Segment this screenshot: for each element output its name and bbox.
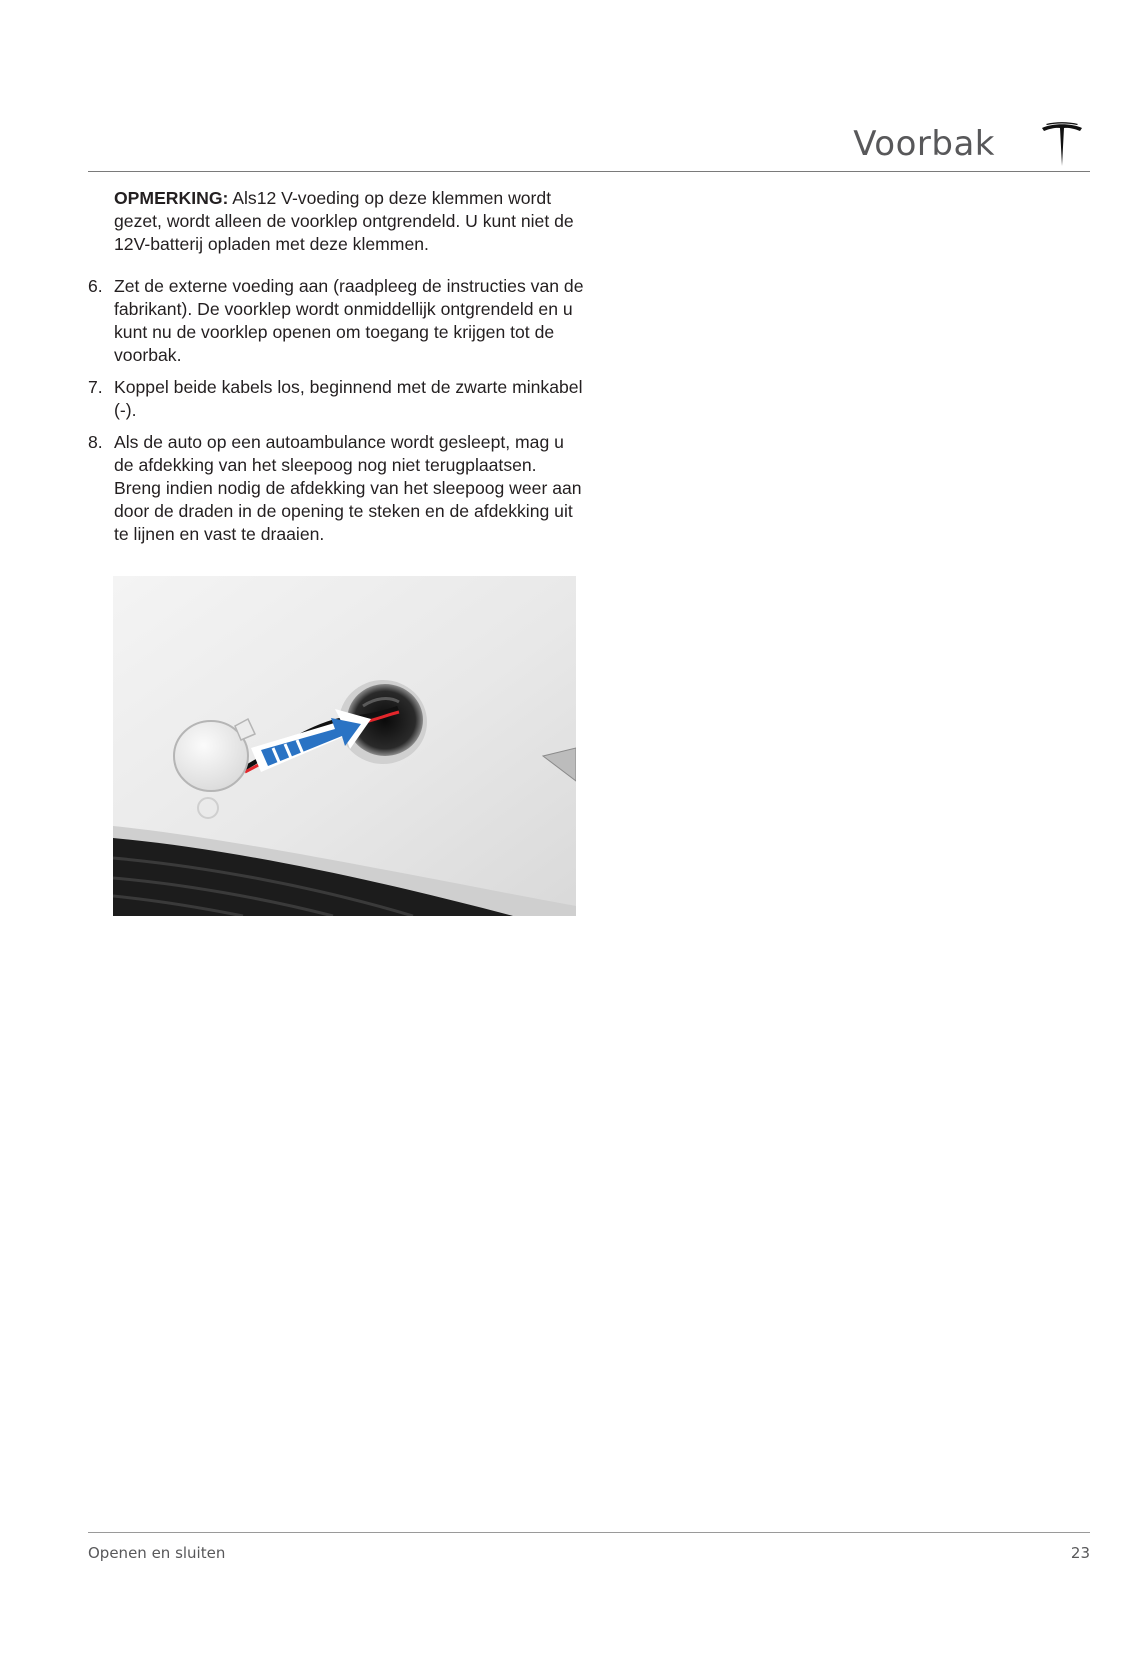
instruction-steps — [88, 275, 588, 555]
step-item — [88, 275, 588, 367]
note-paragraph — [114, 187, 584, 256]
page-title: Voorbak — [853, 124, 995, 164]
step-item — [88, 431, 588, 546]
tow-eye-cover-illustration — [113, 576, 576, 916]
step-item — [88, 376, 588, 422]
step-text: Als de auto op een autoambulance wordt gesleept, mag u de afdekking van het sleepoog nog niet terugplaatsen. Breng indien nodig de afdekking van het sleepoog weer aan door de draden in de opening te steken en de afdekking uit te lijnen en vast te draaien. — [114, 432, 582, 544]
step-number: 8. — [88, 432, 103, 452]
step-text: Zet de externe voeding aan (raadpleeg de instructies van de fabrikant). De voorklep wordt onmiddellijk ontgrendeld en u kunt nu de voorklep openen om toegang te krijgen tot de voorbak. — [114, 276, 584, 365]
footer-section-title: Openen en sluiten — [88, 1544, 226, 1562]
step-number: 6. — [88, 276, 103, 296]
step-number: 7. — [88, 377, 103, 397]
step-text: Koppel beide kabels los, beginnend met de zwarte minkabel (-). — [114, 377, 583, 420]
page-number: 23 — [1070, 1544, 1090, 1562]
footer-divider — [88, 1532, 1090, 1533]
header-divider — [88, 171, 1090, 172]
note-text: Als12 V-voeding op deze klemmen wordt gezet, wordt alleen de voorklep ontgrendeld. U kunt niet de 12V-batterij opladen met deze klemmen. — [114, 188, 574, 254]
note-label: OPMERKING: — [114, 188, 229, 208]
tesla-logo-icon — [1040, 122, 1084, 168]
